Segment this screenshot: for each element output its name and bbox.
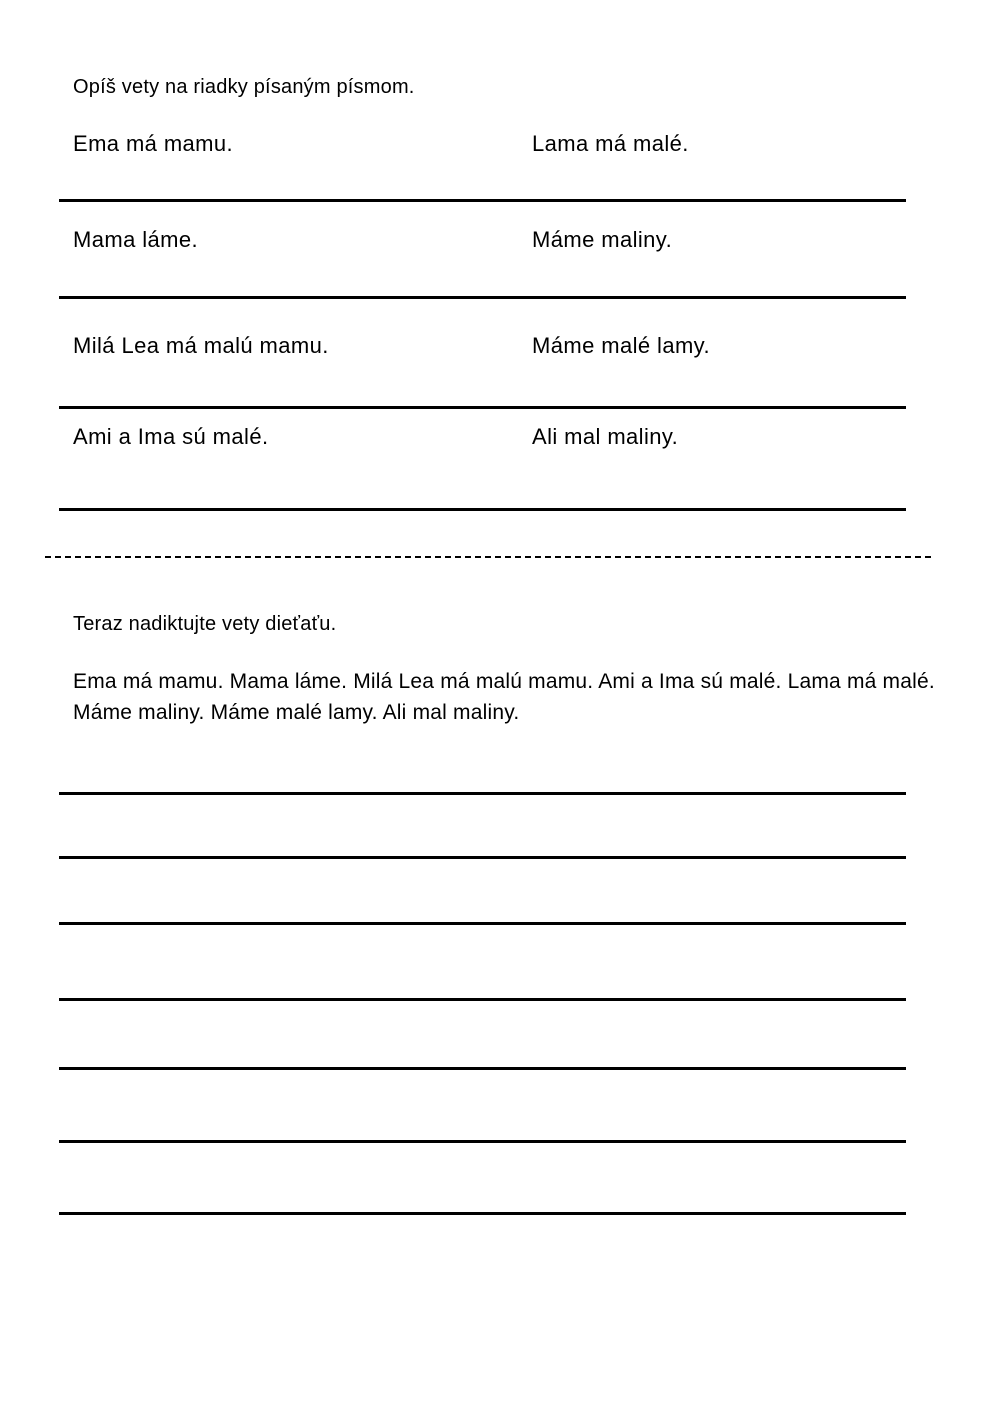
writing-line xyxy=(59,1140,906,1143)
writing-line xyxy=(59,296,906,299)
writing-line xyxy=(59,199,906,202)
writing-line xyxy=(59,1212,906,1215)
copy-sentence-right-1: Lama má malé. xyxy=(532,131,689,156)
dictation-instruction: Teraz nadiktujte vety dieťaťu. xyxy=(73,613,337,635)
writing-line xyxy=(59,922,906,925)
copy-instruction: Opíš vety na riadky písaným písmom. xyxy=(73,76,415,98)
copy-sentence-right-4: Ali mal maliny. xyxy=(532,424,679,449)
writing-line xyxy=(59,1067,906,1070)
copy-sentence-left-2: Mama láme. xyxy=(73,227,199,252)
copy-sentence-left-4: Ami a Ima sú malé. xyxy=(73,424,269,449)
dashed-separator-line xyxy=(45,556,931,558)
copy-sentence-left-1: Ema má mamu. xyxy=(73,131,234,156)
copy-sentence-left-3: Milá Lea má malú mamu. xyxy=(73,333,329,358)
dictation-paragraph: Ema má mamu. Mama láme. Milá Lea má malú mamu. Ami a Ima sú malé. Lama má malé. Máme maliny. Máme malé lamy. Ali mal maliny. xyxy=(73,670,935,724)
writing-line xyxy=(59,856,906,859)
copy-sentence-right-2: Máme maliny. xyxy=(532,227,673,252)
writing-line xyxy=(59,406,906,409)
writing-line xyxy=(59,792,906,795)
copy-sentence-right-3: Máme malé lamy. xyxy=(532,333,710,358)
writing-line xyxy=(59,998,906,1001)
writing-line xyxy=(59,508,906,511)
